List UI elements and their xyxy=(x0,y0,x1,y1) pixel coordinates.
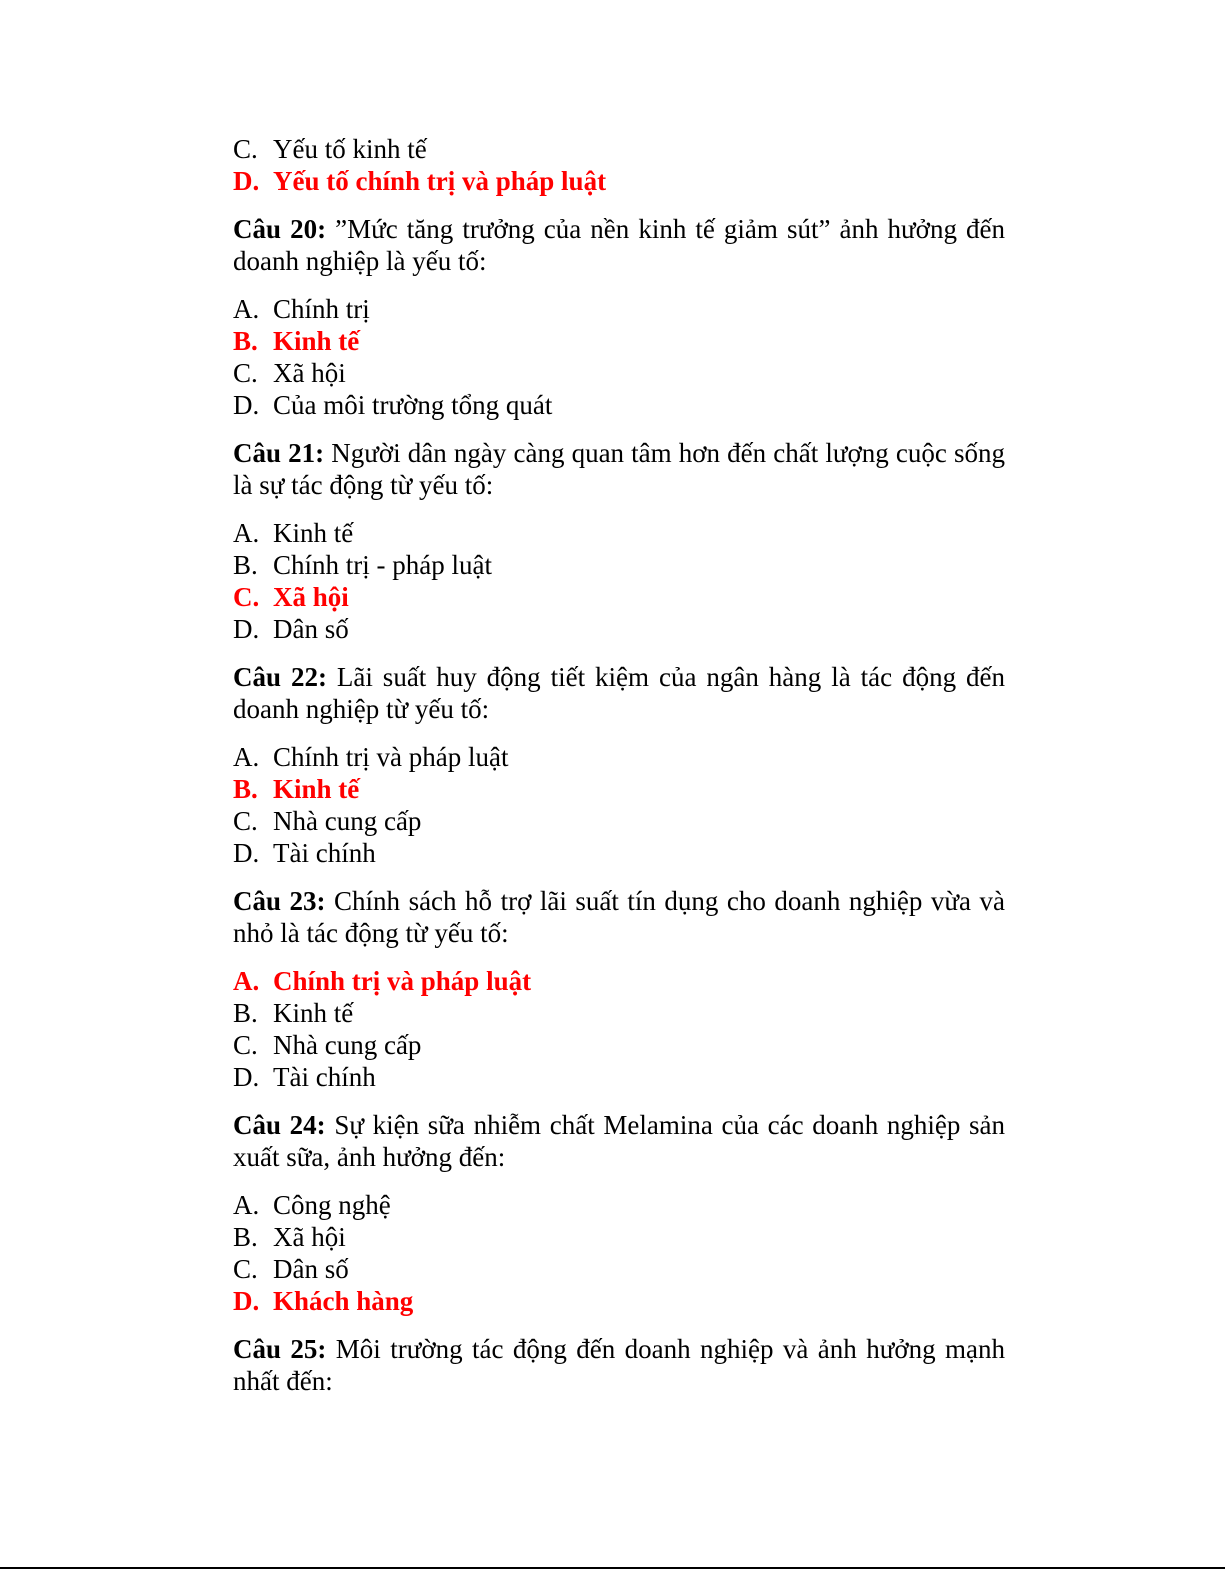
question-label: Câu 23: xyxy=(233,886,326,916)
option-letter: C. xyxy=(233,1030,258,1060)
option-text: Xã hội xyxy=(273,582,349,612)
spacer xyxy=(233,869,1005,885)
answer-option xyxy=(233,357,1005,389)
answer-option xyxy=(233,389,1005,421)
option-text: Nhà cung cấp xyxy=(273,806,422,836)
question-label: Câu 21: xyxy=(233,438,325,468)
question-22 xyxy=(233,661,1005,725)
question-text: ”Mức tăng trưởng của nền kinh tế giảm sút” ảnh hưởng đến doanh nghiệp là yếu tố: xyxy=(233,214,1005,276)
answer-option xyxy=(233,837,1005,869)
answer-option xyxy=(233,549,1005,581)
option-letter: B. xyxy=(233,550,258,580)
answer-option xyxy=(233,1029,1005,1061)
option-text: Chính trị - pháp luật xyxy=(273,550,492,580)
question-label: Câu 22: xyxy=(233,662,327,692)
question-24 xyxy=(233,1109,1005,1173)
option-text: Kinh tế xyxy=(273,998,354,1028)
question-text: Lãi suất huy động tiết kiệm của ngân hàng là tác động đến doanh nghiệp từ yếu tố: xyxy=(233,662,1005,724)
option-text: Dân số xyxy=(273,1254,349,1284)
option-text: Tài chính xyxy=(273,838,376,868)
option-text: Kinh tế xyxy=(273,518,354,548)
spacer xyxy=(233,197,1005,213)
option-letter: B. xyxy=(233,326,258,356)
spacer xyxy=(233,725,1005,741)
option-text: Chính trị xyxy=(273,294,370,324)
option-letter: A. xyxy=(233,742,260,772)
spacer xyxy=(233,949,1005,965)
option-text: Yếu tố kinh tế xyxy=(273,134,427,164)
option-text: Xã hội xyxy=(273,358,346,388)
question-label: Câu 24: xyxy=(233,1110,326,1140)
page-bottom-rule xyxy=(0,1567,1225,1569)
answer-option xyxy=(233,965,1005,997)
answer-option xyxy=(233,741,1005,773)
option-letter: D. xyxy=(233,614,260,644)
option-text: Tài chính xyxy=(273,1062,376,1092)
option-letter: D. xyxy=(233,390,260,420)
option-text: Dân số xyxy=(273,614,349,644)
option-letter: B. xyxy=(233,1222,258,1252)
question-23 xyxy=(233,885,1005,949)
answer-option xyxy=(233,1061,1005,1093)
question-20 xyxy=(233,213,1005,277)
option-text: Nhà cung cấp xyxy=(273,1030,422,1060)
option-text: Của môi trường tổng quát xyxy=(273,390,553,420)
option-letter: C. xyxy=(233,134,258,164)
option-letter: A. xyxy=(233,518,260,548)
option-text: Kinh tế xyxy=(273,326,360,356)
question-text: Người dân ngày càng quan tâm hơn đến chất lượng cuộc sống là sự tác động từ yếu tố: xyxy=(233,438,1005,500)
answer-option xyxy=(233,997,1005,1029)
spacer xyxy=(233,501,1005,517)
spacer xyxy=(233,1317,1005,1333)
answer-option xyxy=(233,613,1005,645)
option-text: Khách hàng xyxy=(273,1286,414,1316)
answer-option xyxy=(233,165,1005,197)
option-text: Kinh tế xyxy=(273,774,360,804)
answer-option xyxy=(233,805,1005,837)
option-letter: B. xyxy=(233,774,258,804)
question-label: Câu 20: xyxy=(233,214,327,244)
answer-option xyxy=(233,773,1005,805)
spacer xyxy=(233,1173,1005,1189)
option-letter: C. xyxy=(233,358,258,388)
question-text: Môi trường tác động đến doanh nghiệp và ảnh hưởng mạnh nhất đến: xyxy=(233,1334,1005,1396)
option-text: Xã hội xyxy=(273,1222,346,1252)
option-letter: C. xyxy=(233,806,258,836)
answer-option xyxy=(233,133,1005,165)
question-25 xyxy=(233,1333,1005,1397)
answer-option xyxy=(233,325,1005,357)
option-letter: A. xyxy=(233,1190,260,1220)
option-text: Yếu tố chính trị và pháp luật xyxy=(273,166,607,196)
option-text: Chính trị và pháp luật xyxy=(273,966,532,996)
answer-option xyxy=(233,581,1005,613)
option-letter: D. xyxy=(233,838,260,868)
option-letter: A. xyxy=(233,294,260,324)
document-page xyxy=(233,133,1005,1397)
option-text: Chính trị và pháp luật xyxy=(273,742,509,772)
spacer xyxy=(233,421,1005,437)
option-letter: D. xyxy=(233,166,260,196)
question-21 xyxy=(233,437,1005,501)
answer-option xyxy=(233,1189,1005,1221)
option-letter: D. xyxy=(233,1286,260,1316)
spacer xyxy=(233,277,1005,293)
option-letter: A. xyxy=(233,966,260,996)
question-text: Chính sách hỗ trợ lãi suất tín dụng cho doanh nghiệp vừa và nhỏ là tác động từ yếu tố: xyxy=(233,886,1005,948)
option-letter: C. xyxy=(233,582,260,612)
answer-option xyxy=(233,1285,1005,1317)
spacer xyxy=(233,1093,1005,1109)
option-text: Công nghệ xyxy=(273,1190,391,1220)
question-text: Sự kiện sữa nhiễm chất Melamina của các doanh nghiệp sản xuất sữa, ảnh hưởng đến: xyxy=(233,1110,1005,1172)
spacer xyxy=(233,645,1005,661)
lead-options xyxy=(233,133,1005,197)
answer-option xyxy=(233,293,1005,325)
option-letter: D. xyxy=(233,1062,260,1092)
answer-option xyxy=(233,1253,1005,1285)
answer-option xyxy=(233,517,1005,549)
option-letter: C. xyxy=(233,1254,258,1284)
option-letter: B. xyxy=(233,998,258,1028)
answer-option xyxy=(233,1221,1005,1253)
question-label: Câu 25: xyxy=(233,1334,327,1364)
